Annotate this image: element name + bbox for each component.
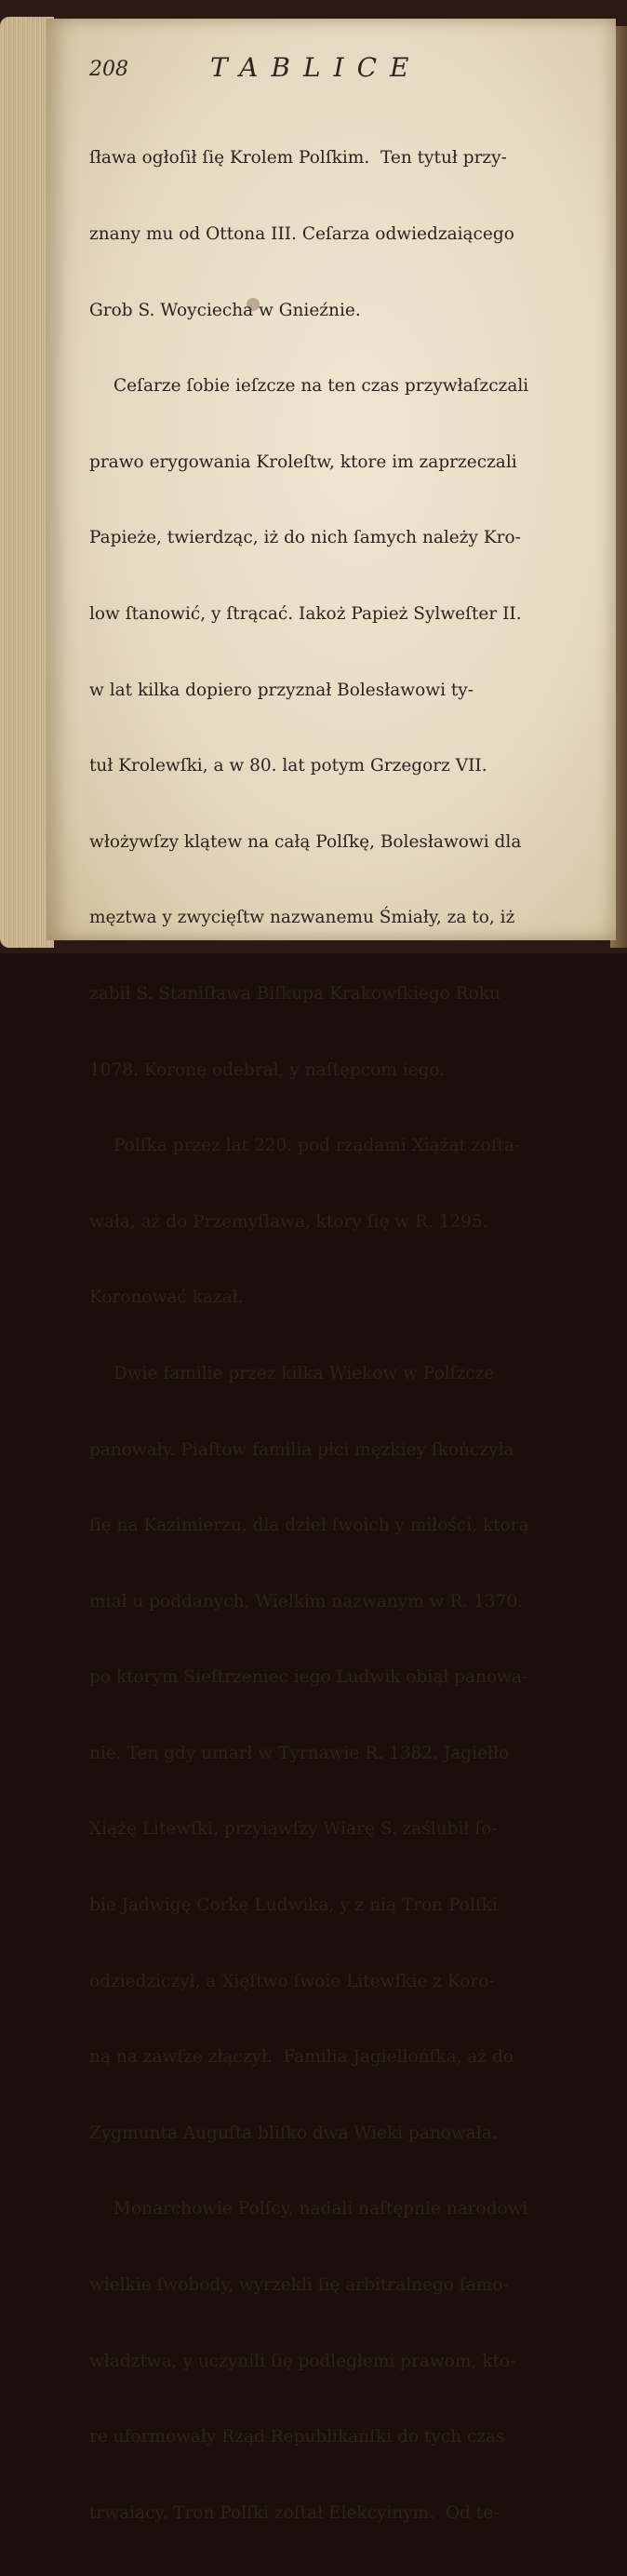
text-line: ną na zawſze złączył. Familia Jagiellońſka, aż do bbox=[89, 2047, 514, 2068]
text-line: zabił S. Staniſława Biſkupa Krakowſkiego Roku bbox=[89, 983, 500, 1004]
text-line: Zygmunta Auguſta bliſko dwa Wieki panowała. bbox=[89, 2123, 498, 2143]
text-line: Koronować kazał. bbox=[89, 1288, 244, 1308]
text-line: władztwa, y uczynili ſię podległemi prawom, kto- bbox=[89, 2351, 516, 2371]
body-text bbox=[89, 95, 582, 2576]
text-line: odziedziczył, a Xięſtwo ſwoie Litewſkie z Koro- bbox=[89, 1971, 495, 1991]
page-number: 208 bbox=[89, 58, 128, 81]
text-line: re uformowały Rząd Republikańſki do tych czas bbox=[89, 2427, 505, 2448]
text-line: Monarchowie Polſcy, nadali naſtępnie narodowi bbox=[113, 2199, 528, 2219]
text-line: Grob S. Woyciecha w Gnieźnie. bbox=[89, 300, 361, 320]
text-line: panowały. Piaſtow familia płci męzkiey ſkończyła bbox=[89, 1439, 514, 1460]
text-line: low ſtanowić, y ſtrącać. Iakoż Papież Sylweſter II. bbox=[89, 603, 522, 624]
running-head: TABLICE bbox=[210, 52, 422, 83]
text-line: znany mu od Ottona III. Ceſarza odwiedzaiącego bbox=[89, 224, 514, 244]
text-line: 1078. Koronę odebrał, y naſtępcom iego. bbox=[89, 1059, 446, 1080]
text-line: nie. Ten gdy umarł w Tyrnawie R. 1382. Jagiełło bbox=[89, 1743, 510, 1763]
text-line: bie Jadwigę Corkę Ludwika, y z nią Tron Polſki bbox=[89, 1895, 498, 1916]
text-line: tuł Krolewſki, a w 80. lat potym Grzegorz VII. bbox=[89, 756, 487, 776]
text-line: trwaiący. Tron Polſki zoſtał Elekcyinym. Od te- bbox=[89, 2502, 500, 2523]
text-line: Polſka przez lat 220. pod rządami Xiążąt zoſta- bbox=[113, 1136, 521, 1156]
book-page bbox=[47, 19, 616, 2523]
text-line: ſię na Kazimierzu, dla dzieł ſwoich y miłości, ktorą bbox=[89, 1516, 529, 1536]
text-line: ſława ogłoſił ſię Krolem Polſkim. Ten tytuł przy- bbox=[89, 148, 507, 169]
text-line: w lat kilka dopiero przyznał Bolesławowi ty- bbox=[89, 680, 474, 700]
text-line: Papieże, twierdząc, iż do nich ſamych należy Kro- bbox=[89, 528, 521, 548]
text-line: Xiążę Litewſki, przyiąwſzy Wiarę S. zaślubił ſo- bbox=[89, 1819, 498, 1840]
text-line: Ceſarze ſobie ieſzcze na ten czas przywłaſzczali bbox=[113, 376, 529, 397]
text-line: wała, aż do Przemyſława, ktory ſię w R. 1295. bbox=[89, 1211, 488, 1232]
text-line: włożywſzy klątew na całą Polſkę, Bolesławowi dla bbox=[89, 831, 522, 852]
text-line: Dwie familie przez kilka Wiekow w Polſzcze bbox=[113, 1363, 495, 1383]
text-line: miał u poddanych, Wielkim nazwanym w R. 1370. bbox=[89, 1591, 523, 1612]
text-line: po ktorym Sieſtrzeniec iego Ludwik obiął panowa- bbox=[89, 1667, 528, 1688]
text-line: męztwa y zwycięſtw nazwanemu Śmiały, za to, iż bbox=[89, 908, 515, 928]
text-line: prawo erygowania Kroleſtw, ktore im zaprzeczali bbox=[89, 452, 517, 472]
text-line: wielkie ſwobody, wyrzekli ſię arbitralnego ſamo- bbox=[89, 2275, 509, 2296]
page-header bbox=[89, 52, 573, 89]
